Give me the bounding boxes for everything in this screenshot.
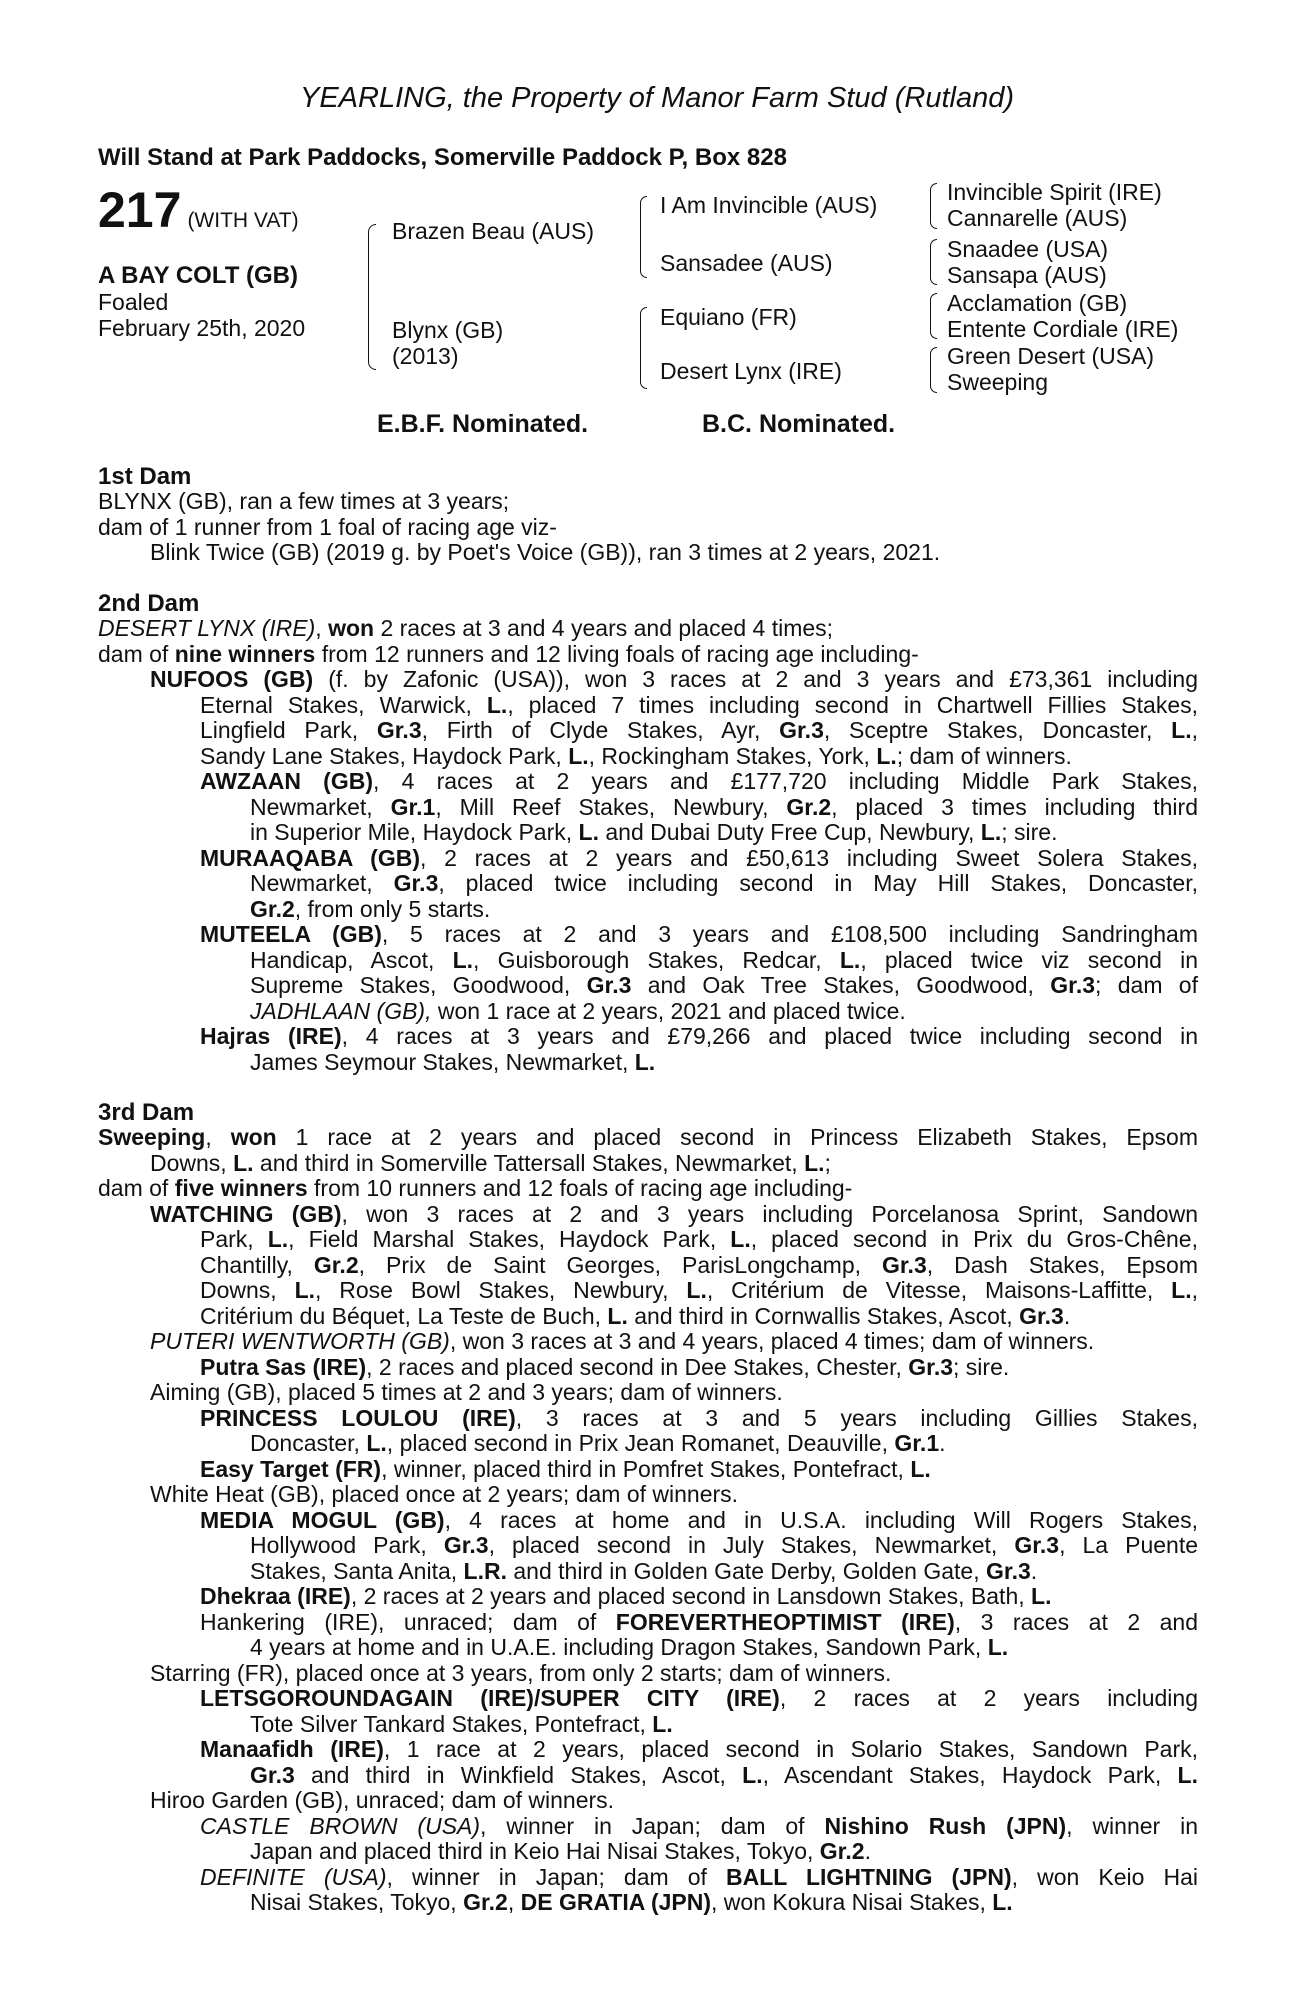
text-line: Critérium du Béquet, La Teste de Buch, L. and third in Cornwallis Stakes, Ascot, Gr.3. — [200, 1302, 1071, 1329]
text-line: in Superior Mile, Haydock Park, L. and Dubai Duty Free Cup, Newbury, L.; sire. — [250, 819, 1058, 845]
text-line: DESERT LYNX (IRE), won 2 races at 3 and 4 years and placed 4 times; — [98, 615, 834, 641]
pedigree-dam-year: (2013) — [392, 343, 459, 369]
pedigree-ssd: Cannarelle (AUS) — [947, 205, 1128, 231]
pedigree-dam: Blynx (GB) — [392, 317, 504, 343]
pedigree-ddd: Sweeping — [947, 369, 1049, 395]
lot-number-value: 217 — [98, 182, 182, 238]
text-line: Downs, L. and third in Somerville Tattersall Stakes, Newmarket, L.; — [150, 1149, 831, 1176]
text-line: Eternal Stakes, Warwick, L., placed 7 times including second in Chartwell Fillies Stakes, — [200, 691, 1198, 718]
text-line: PRINCESS LOULOU (IRE), 3 races at 3 and 5 years including Gillies Stakes, — [200, 1404, 1198, 1431]
pedigree-brace-main — [368, 224, 376, 370]
pedigree-sdd: Sansapa (AUS) — [947, 262, 1107, 288]
lot-number — [98, 184, 299, 247]
text-line: White Heat (GB), placed once at 2 years; dam of winners. — [150, 1481, 739, 1507]
text-line: DEFINITE (USA), winner in Japan; dam of BALL LIGHTNING (JPN), won Keio Hai — [200, 1863, 1198, 1890]
text-line: Hollywood Park, Gr.3, placed second in July Stakes, Newmarket, Gr.3, La Puente — [250, 1532, 1198, 1558]
text-line: Japan and placed third in Keio Hai Nisai Stakes, Tokyo, Gr.2. — [250, 1838, 871, 1864]
second-dam-heading: 2nd Dam — [98, 590, 200, 617]
foaled-date: February 25th, 2020 — [98, 315, 306, 341]
text-line: CASTLE BROWN (USA), winner in Japan; dam of Nishino Rush (JPN), winner in — [200, 1812, 1198, 1839]
pedigree-sire: Brazen Beau (AUS) — [392, 218, 594, 244]
text-line: LETSGOROUNDAGAIN (IRE)/SUPER CITY (IRE), 2 races at 2 years including — [200, 1685, 1198, 1711]
text-line: dam of 1 runner from 1 foal of racing age viz- — [98, 513, 557, 540]
pedigree-sds: Snaadee (USA) — [947, 236, 1109, 262]
text-line: Newmarket, Gr.3, placed twice including second in May Hill Stakes, Doncaster, — [250, 870, 1198, 896]
text-line: dam of nine winners from 12 runners and 12 living foals of racing age including- — [98, 640, 919, 667]
text-line: Tote Silver Tankard Stakes, Pontefract, L. — [250, 1710, 673, 1737]
text-line: Downs, L., Rose Bowl Stakes, Newbury, L., Critérium de Vitesse, Maisons-Laffitte, L., — [200, 1277, 1198, 1303]
first-dam-text — [98, 489, 1198, 566]
text-line: Hiroo Garden (GB), unraced; dam of winners. — [150, 1787, 615, 1813]
text-line: Dhekraa (IRE), 2 races at 2 years and placed second in Lansdown Stakes, Bath, L. — [200, 1583, 1052, 1609]
text-line: 4 years at home and in U.A.E. including Dragon Stakes, Sandown Park, L. — [250, 1634, 1009, 1660]
pedigree-dam-sire: Equiano (FR) — [660, 304, 797, 330]
text-line: James Seymour Stakes, Newmarket, L. — [250, 1048, 656, 1075]
text-line: Park, L., Field Marshal Stakes, Haydock Park, L., placed second in Prix du Gros-Chêne, — [200, 1226, 1198, 1252]
third-dam-text — [98, 1125, 1198, 1916]
text-line: Putra Sas (IRE), 2 races and placed second in Dee Stakes, Chester, Gr.3; sire. — [200, 1353, 1010, 1380]
text-line: Manaafidh (IRE), 1 race at 2 years, placed second in Solario Stakes, Sandown Park, — [200, 1736, 1199, 1762]
text-line: Lingfield Park, Gr.3, Firth of Clyde Stakes, Ayr, Gr.3, Sceptre Stakes, Doncaster, L., — [200, 717, 1199, 743]
pedigree-sire-sire: I Am Invincible (AUS) — [660, 192, 878, 218]
text-line: PUTERI WENTWORTH (GB), won 3 races at 3 and 4 years, placed 4 times; dam of winners. — [150, 1328, 1095, 1354]
pedigree-brace-dam — [640, 307, 647, 389]
text-line: Gr.2, from only 5 starts. — [250, 895, 491, 922]
pedigree-brace-ds — [930, 293, 937, 339]
first-dam-heading: 1st Dam — [98, 463, 192, 490]
text-line: Sweeping, won 1 race at 2 years and placed second in Princess Elizabeth Stakes, Epsom — [98, 1124, 1199, 1150]
pedigree-dam-dam: Desert Lynx (IRE) — [660, 358, 842, 384]
ebf-nominated: E.B.F. Nominated. — [377, 410, 589, 438]
text-line: dam of five winners from 10 runners and 12 foals of racing age including- — [98, 1175, 853, 1201]
pedigree-dss: Acclamation (GB) — [947, 290, 1128, 316]
text-line: Easy Target (FR), winner, placed third in Pomfret Stakes, Pontefract, L. — [200, 1455, 931, 1482]
text-line: MURAAQABA (GB), 2 races at 2 years and £50,613 including Sweet Solera Stakes, — [200, 844, 1198, 871]
text-line: Chantilly, Gr.2, Prix de Saint Georges, ParisLongchamp, Gr.3, Dash Stakes, Epsom — [200, 1251, 1198, 1278]
second-dam-text — [98, 616, 1198, 1075]
horse-description: A BAY COLT (GB) — [98, 262, 299, 289]
pedigree-dsd: Entente Cordiale (IRE) — [947, 316, 1179, 342]
pedigree-brace-dd — [930, 347, 937, 393]
text-line: AWZAAN (GB), 4 races at 2 years and £177,720 including Middle Park Stakes, — [200, 768, 1198, 794]
pedigree-sire-dam: Sansadee (AUS) — [660, 250, 833, 276]
text-line: WATCHING (GB), won 3 races at 2 and 3 years including Porcelanosa Sprint, Sandown — [150, 1200, 1198, 1227]
text-line: MUTEELA (GB), 5 races at 2 and 3 years and £108,500 including Sandringham — [200, 921, 1198, 947]
text-line: Nisai Stakes, Tokyo, Gr.2, DE GRATIA (JPN), won Kokura Nisai Stakes, L. — [250, 1889, 1013, 1915]
foaled-label: Foaled — [98, 289, 169, 315]
text-line: Sandy Lane Stakes, Haydock Park, L., Rockingham Stakes, York, L.; dam of winners. — [200, 742, 1072, 769]
pedigree-dds: Green Desert (USA) — [947, 343, 1155, 369]
text-line: Aiming (GB), placed 5 times at 2 and 3 years; dam of winners. — [150, 1379, 783, 1405]
text-line: BLYNX (GB), ran a few times at 3 years; — [98, 488, 510, 514]
third-dam-heading: 3rd Dam — [98, 1099, 195, 1126]
text-line: Handicap, Ascot, L., Guisborough Stakes, Redcar, L., placed twice viz second in — [250, 946, 1198, 973]
bc-nominated: B.C. Nominated. — [702, 410, 896, 438]
text-line: Blink Twice (GB) (2019 g. by Poet's Voice (GB)), ran 3 times at 2 years, 2021. — [150, 539, 941, 565]
text-line: Hajras (IRE), 4 races at 3 years and £79,266 and placed twice including second in — [200, 1023, 1199, 1049]
text-line: Stakes, Santa Anita, L.R. and third in Golden Gate Derby, Golden Gate, Gr.3. — [250, 1557, 1038, 1584]
text-line: MEDIA MOGUL (GB), 4 races at home and in U.S.A. including Will Rogers Stakes, — [200, 1506, 1198, 1533]
text-line: Newmarket, Gr.1, Mill Reef Stakes, Newbury, Gr.2, placed 3 times including third — [250, 793, 1198, 820]
page-title: YEARLING, the Property of Manor Farm Stud (Rutland) — [300, 82, 1014, 114]
text-line: Supreme Stakes, Goodwood, Gr.3 and Oak Tree Stakes, Goodwood, Gr.3; dam of — [250, 972, 1198, 998]
text-line: Gr.3 and third in Winkfield Stakes, Ascot, L., Ascendant Stakes, Haydock Park, L. — [250, 1761, 1198, 1788]
text-line: Doncaster, L., placed second in Prix Jean Romanet, Deauville, Gr.1. — [250, 1430, 946, 1456]
text-line: Hankering (IRE), unraced; dam of FOREVERTHEOPTIMIST (IRE), 3 races at 2 and — [200, 1608, 1198, 1635]
pedigree-sss: Invincible Spirit (IRE) — [947, 179, 1162, 205]
pedigree-brace-ss — [930, 183, 937, 229]
pedigree-brace-sire — [640, 196, 647, 278]
text-line: Starring (FR), placed once at 3 years, from only 2 starts; dam of winners. — [150, 1659, 892, 1686]
text-line: NUFOOS (GB) (f. by Zafonic (USA)), won 3 races at 2 and 3 years and £73,361 including — [150, 666, 1198, 692]
stand-location: Will Stand at Park Paddocks, Somerville Paddock P, Box 828 — [98, 144, 787, 171]
pedigree-brace-sd — [930, 239, 937, 285]
text-line: JADHLAAN (GB), won 1 race at 2 years, 2021 and placed twice. — [250, 997, 906, 1024]
vat-label: (WITH VAT) — [187, 209, 299, 232]
